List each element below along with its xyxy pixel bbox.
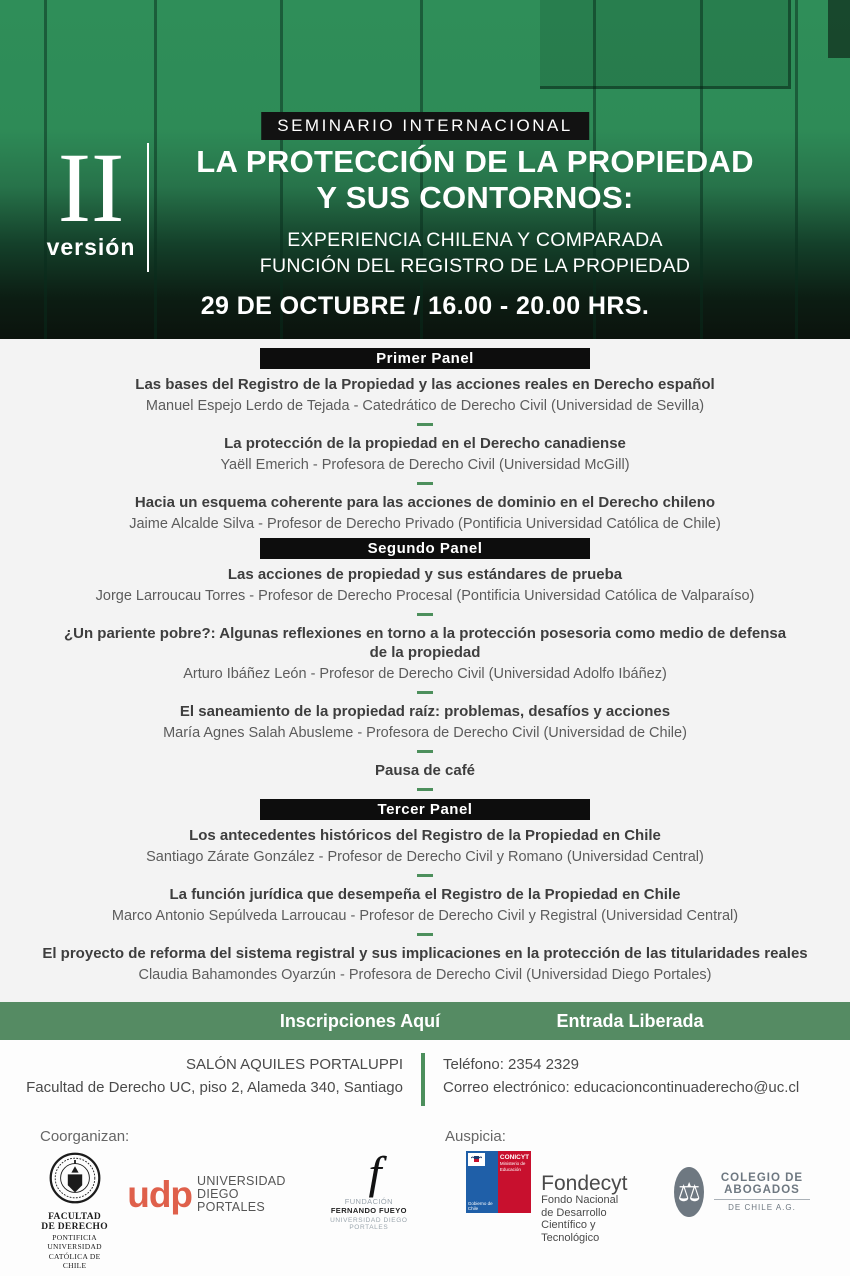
talk-title: Las bases del Registro de la Propiedad y las acciones reales en Derecho español [135,376,715,393]
event-datetime: 29 DE OCTUBRE / 16.00 - 20.00 HRS. [200,292,650,320]
title-block [162,144,788,279]
venue-address: Facultad de Derecho UC, piso 2, Alameda 340, Santiago [26,1079,403,1096]
talk-speaker: Arturo Ibáñez León - Profesor de Derecho Civil (Universidad Adolfo Ibáñez) [183,666,667,682]
hero-banner [0,0,850,339]
inscriptions-link[interactable]: Inscripciones Aquí [279,1011,441,1031]
title-line-2: Y SUS CONTORNOS: [316,180,634,215]
talk-speaker: María Agnes Salah Abusleme - Profesora de Derecho Civil (Universidad de Chile) [163,725,687,741]
sponsors-section [0,1118,850,1276]
talk-title: El saneamiento de la propiedad raíz: problemas, desafíos y acciones [179,703,671,720]
puc-line-3: CATÓLICA DE CHILE [48,1252,101,1270]
phone-line: Teléfono: 2354 2329 [443,1056,579,1073]
talk-title: El proyecto de reforma del sistema registral y sus implicaciones en la protección de las titularidades reales [42,945,808,962]
version-block [38,132,144,261]
seminar-badge: SEMINARIO INTERNACIONAL [261,112,589,140]
talk-title: ¿Un pariente pobre?: Algunas reflexiones en torno a la protección posesoria como medio de defensa de la propiedad [63,625,787,661]
fff-logo [328,1147,410,1231]
panel-header-tercer: Tercer Panel [260,799,590,820]
talk-speaker: Marco Antonio Sepúlveda Larroucau - Profesor de Derecho Civil y Registral (Universidad Central) [111,908,739,924]
subtitle-line-1: EXPERIENCIA CHILENA Y COMPARADA [287,229,663,251]
udp-wordmark: udp [127,1173,193,1215]
conicyt-ministry-1: Ministerio de [499,1161,526,1166]
email-line[interactable]: Correo electrónico: educacioncontinuaderecho@uc.cl [443,1079,800,1096]
talk [0,826,850,866]
conicyt-name: CONICYT [499,1154,530,1161]
wood-plank-line [795,0,798,339]
title-line-1: LA PROTECCIÓN DE LA PROPIEDAD [196,144,754,179]
abogados-text [714,1172,810,1212]
coffee-break-note: Pausa de café [374,762,476,779]
section-divider [417,874,433,877]
door-shadow [828,0,850,58]
wood-plank-line [154,0,157,339]
contact-section [0,1040,850,1118]
free-entry-label: Entrada Liberada [556,1011,704,1031]
conicyt-ministry-2: Educación [499,1166,521,1172]
chile-coat-of-arms-icon [468,1153,485,1166]
fff-monogram-icon: f [368,1147,382,1198]
venue-name: SALÓN AQUILES PORTALUPPI [185,1056,403,1073]
fondecyt-text [541,1173,628,1244]
talk [0,493,850,533]
registration-bar [0,1002,850,1040]
version-numeral: II [57,132,125,243]
talk [0,944,850,984]
fondecyt-name: Fondecyt [541,1172,628,1195]
fondecyt-desc-2: Científico y Tecnológico [541,1219,600,1244]
talk [0,375,850,415]
contact-divider [421,1053,425,1106]
fff-line-1: FUNDACIÓN FERNANDO FUEYO [330,1197,407,1215]
udp-text [197,1175,286,1214]
talk-title: La protección de la propiedad en el Derecho canadiense [224,435,626,452]
section-divider [417,750,433,753]
colegio-abogados-logo [674,1167,810,1217]
talk-speaker: Jorge Larroucau Torres - Profesor de Derecho Procesal (Pontificia Universidad Católica de Valparaíso) [95,588,755,604]
venue-block [0,1053,403,1106]
door-rail [540,0,791,89]
fondecyt-logo [466,1151,628,1244]
puc-line-2: PONTIFICIA UNIVERSIDAD [47,1233,102,1251]
abogados-line-2: DE CHILE A.G. [728,1203,796,1212]
talk-speaker: Jaime Alcalde Silva - Profesor de Derecho Privado (Pontificia Universidad Católica de Chile) [129,516,721,532]
talk [0,702,850,742]
conicyt-blue-panel [466,1151,498,1213]
udp-logo [127,1175,286,1214]
scales-of-justice-icon: ⚖ [674,1167,704,1217]
panel-header-primer: Primer Panel [260,348,590,369]
talk [0,624,850,683]
talk-title: Las acciones de propiedad y sus estándares de prueba [227,566,623,583]
talk-speaker: Claudia Bahamondes Oyarzún - Profesora de Derecho Civil (Universidad Diego Portales) [138,967,712,983]
logo-labels-row [40,1128,810,1145]
udp-line-2: DIEGO PORTALES [197,1187,265,1214]
talk-speaker: Santiago Zárate González - Profesor de Derecho Civil y Romano (Universidad Central) [146,849,704,865]
fff-line-2: UNIVERSIDAD DIEGO PORTALES [330,1217,408,1231]
panel-header-segundo: Segundo Panel [260,538,590,559]
udp-line-1: UNIVERSIDAD [197,1174,286,1188]
vertical-divider [147,143,149,272]
talk [0,434,850,474]
conicyt-logo [466,1151,531,1213]
sponsors-label: Auspicia: [445,1128,506,1145]
talk [0,565,850,605]
talk-speaker: Yaëll Emerich - Profesora de Derecho Civil (Universidad McGill) [220,457,630,473]
talk-speaker: Manuel Espejo Lerdo de Tejada - Catedrático de Derecho Civil (Universidad de Sevilla) [145,398,705,414]
subtitle-line-2: FUNCIÓN DEL REGISTRO DE LA PROPIEDAD [259,255,691,277]
puc-text [40,1212,109,1270]
puc-seal-icon [48,1192,102,1209]
subtitle [162,227,788,279]
coorganizers-label: Coorganizan: [40,1128,130,1145]
section-divider [417,691,433,694]
talk [0,885,850,925]
gobierno-label: Gobierno de Chile [467,1201,493,1211]
section-divider [417,482,433,485]
program-section [0,339,850,1002]
talk-title: Los antecedentes históricos del Registro de la Propiedad en Chile [189,827,661,844]
abogados-line-1: COLEGIO DE ABOGADOS [714,1172,810,1200]
fondecyt-desc-1: Fondo Nacional de Desarrollo [541,1194,619,1219]
contact-info-block [443,1053,850,1106]
talk-title: La función jurídica que desempeña el Registro de la Propiedad en Chile [169,886,681,903]
logo-row [40,1147,810,1270]
section-divider [417,613,433,616]
conicyt-red-panel [498,1151,531,1213]
section-divider [417,423,433,426]
section-divider [417,933,433,936]
puc-logo [40,1151,109,1270]
version-label: versión [46,234,136,260]
puc-line-1: FACULTAD DE DERECHO [41,1212,108,1232]
talk-title: Hacia un esquema coherente para las acciones de dominio en el Derecho chileno [134,494,716,511]
section-divider [417,788,433,791]
